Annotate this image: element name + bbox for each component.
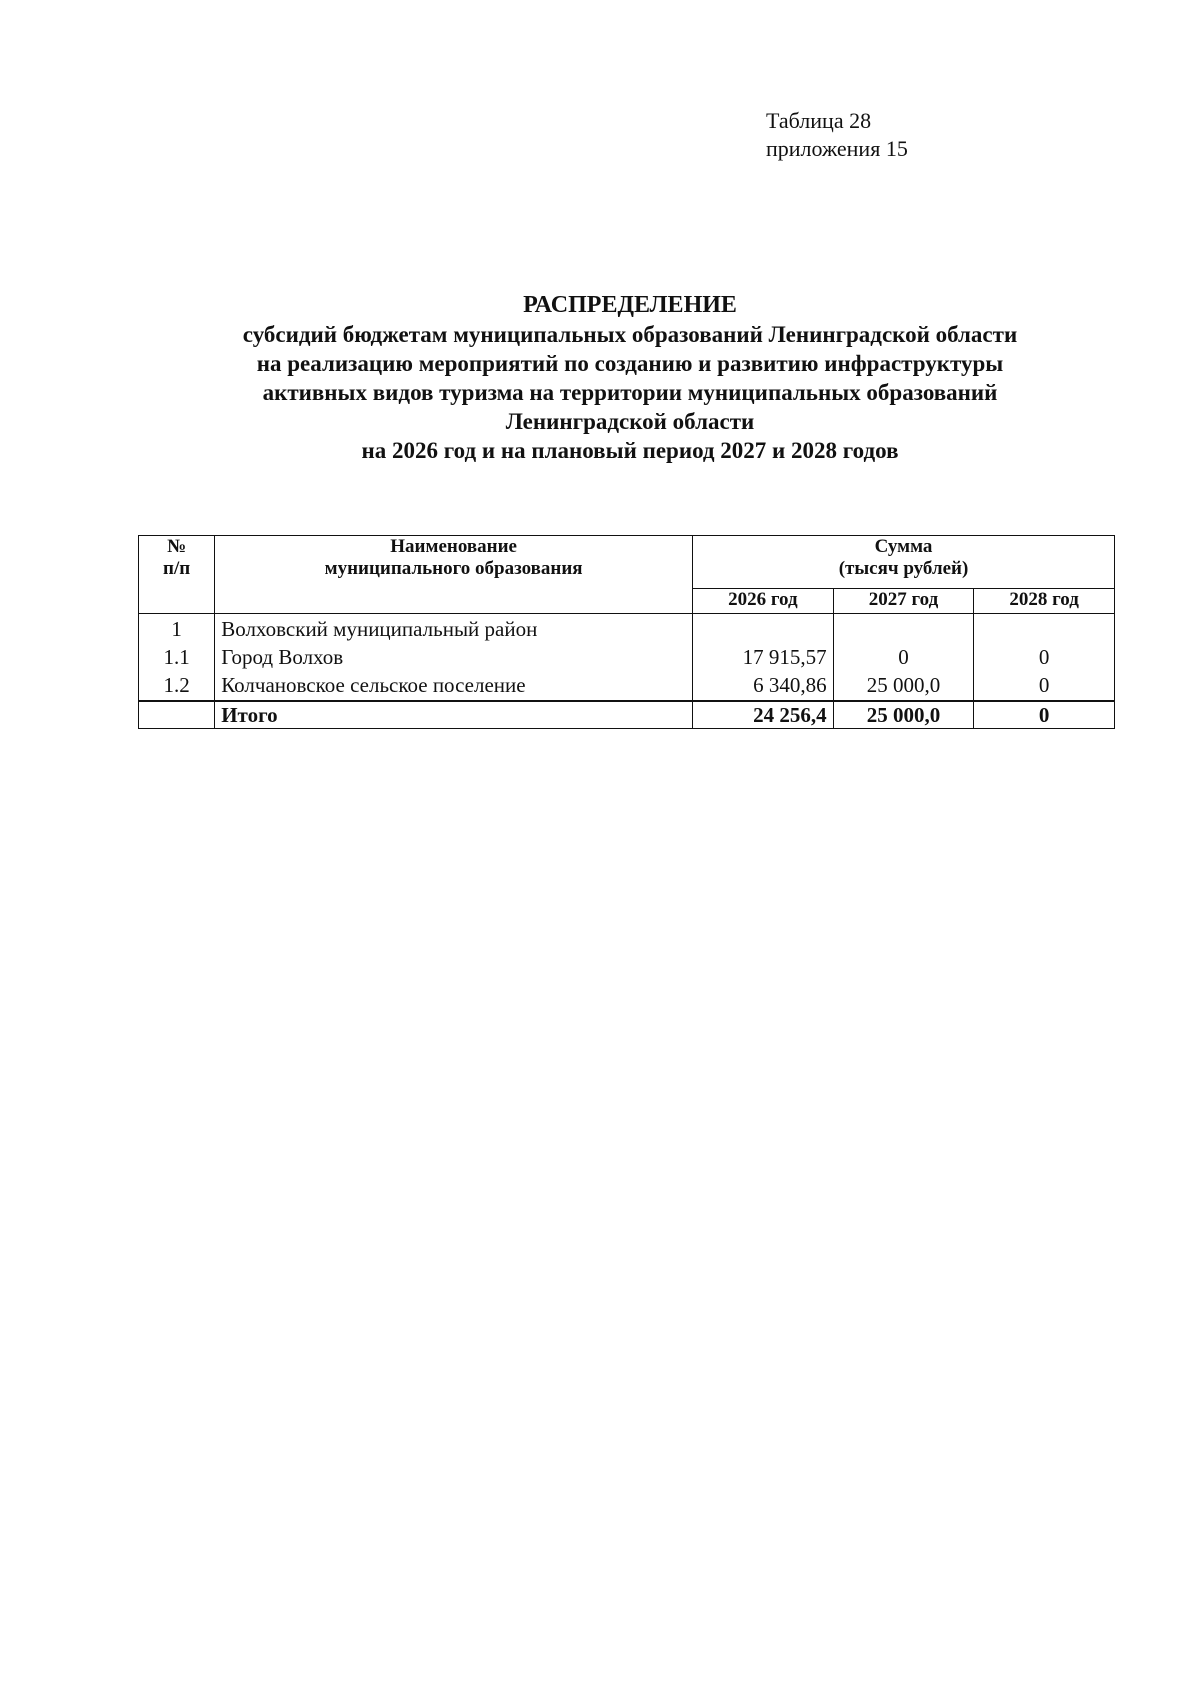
total-label: Итого: [215, 701, 693, 729]
total-value-2026: 24 256,4: [693, 701, 834, 729]
header-name-line2: муниципального образования: [324, 558, 583, 579]
table-row: [139, 643, 1115, 671]
header-sum-unit: (тысяч рублей): [838, 558, 969, 579]
document-heading: [120, 291, 1140, 465]
heading-line-3: активных видов туризма на территории муниципальных образований: [262, 380, 998, 405]
heading-line-5: на 2026 год и на плановый период 2027 и 2028 годов: [361, 438, 899, 463]
row-value-2026: [693, 614, 834, 644]
table-reference: [766, 107, 908, 163]
header-year-2028: 2028 год: [974, 589, 1115, 614]
header-number-abbr: п/п: [163, 558, 191, 579]
row-value-2027: 0: [833, 643, 974, 671]
heading-line-2: на реализацию мероприятий по созданию и развитию инфраструктуры: [256, 351, 1004, 376]
heading-line-1: субсидий бюджетам муниципальных образований Ленинградской области: [242, 322, 1018, 347]
table-row: [139, 614, 1115, 644]
row-value-2028: 0: [974, 671, 1115, 701]
header-name: [215, 536, 693, 614]
header-number-symbol: №: [167, 536, 187, 557]
row-name: Город Волхов: [215, 643, 693, 671]
total-value-2027: 25 000,0: [833, 701, 974, 729]
header-name-line1: Наименование: [390, 536, 517, 557]
heading-line-4: Ленинградской области: [505, 409, 755, 434]
appendix-number: приложения 15: [766, 136, 908, 161]
total-number-cell: [139, 701, 215, 729]
row-value-2028: [974, 614, 1115, 644]
header-year-2026: 2026 год: [693, 589, 834, 614]
row-name: Волховский муниципальный район: [215, 614, 693, 644]
header-year-2027: 2027 год: [833, 589, 974, 614]
total-row: [139, 701, 1115, 729]
total-value-2028: 0: [974, 701, 1115, 729]
distribution-table: [138, 535, 1115, 729]
row-value-2028: 0: [974, 643, 1115, 671]
row-number: 1.2: [139, 671, 215, 701]
header-number: [139, 536, 215, 614]
document-title: РАСПРЕДЕЛЕНИЕ: [523, 292, 737, 318]
table-number: Таблица 28: [766, 108, 872, 133]
table-row: [139, 671, 1115, 701]
row-value-2027: [833, 614, 974, 644]
row-value-2026: 6 340,86: [693, 671, 834, 701]
row-value-2027: 25 000,0: [833, 671, 974, 701]
row-number: 1.1: [139, 643, 215, 671]
header-sum: [693, 536, 1115, 589]
row-number: 1: [139, 614, 215, 644]
header-sum-line1: Сумма: [874, 536, 933, 557]
row-name: Колчановское сельское поселение: [215, 671, 693, 701]
row-value-2026: 17 915,57: [693, 643, 834, 671]
